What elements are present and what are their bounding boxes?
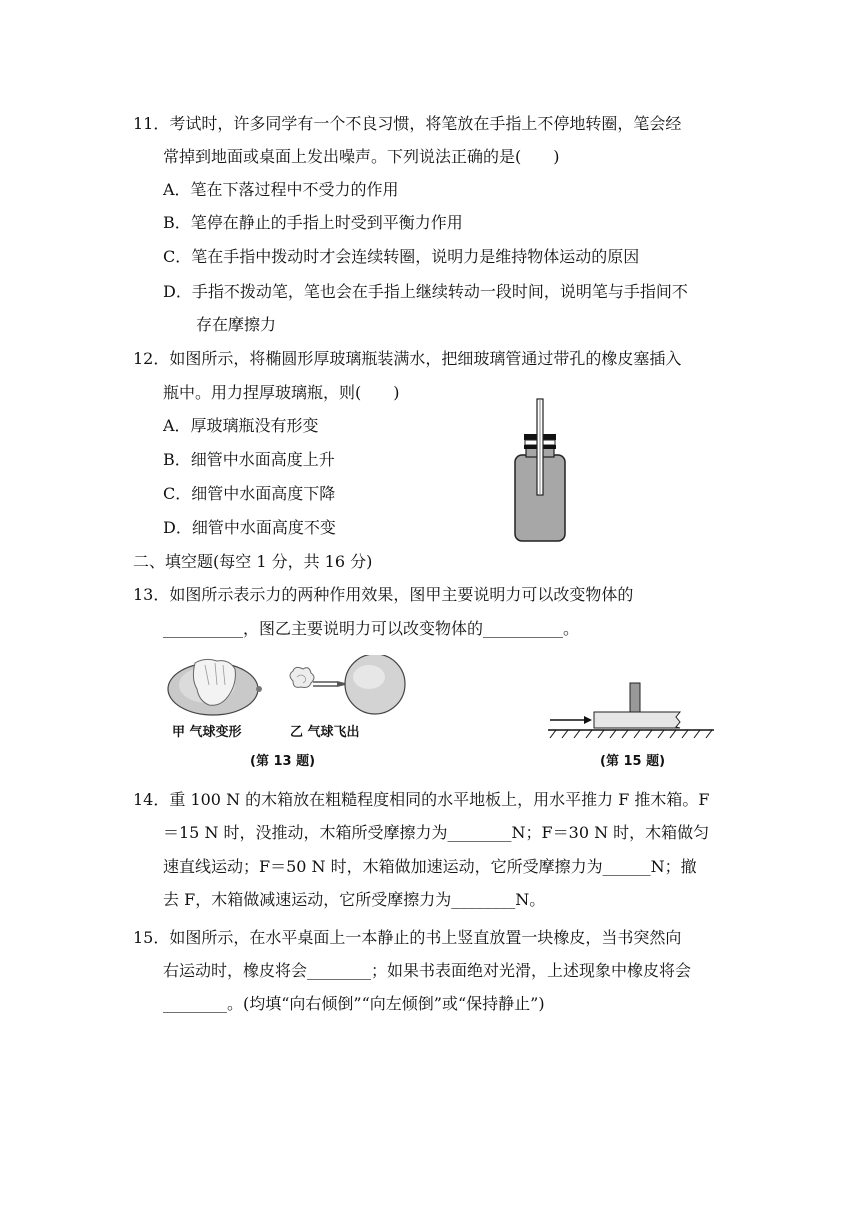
q11-option-d-line1: D．手指不拨动笔，笔也会在手指上继续转动一段时间，说明笔与手指间不 [163, 282, 688, 301]
q14-line2: ＝15 N 时，没推动，木箱所受摩擦力为________N；F＝30 N 时，木箱做匀 [163, 823, 710, 842]
balloon-figure [165, 655, 415, 720]
section-2-heading: 二、填空题(每空 1 分，共 16 分) [133, 552, 373, 571]
q11-option-a: A．笔在下落过程中不受力的作用 [163, 180, 399, 199]
q12-option-c: C．细管中水面高度下降 [163, 484, 336, 503]
q14-line3: 速直线运动；F＝50 N 时，木箱做加速运动，它所受摩擦力为______N；撤 [163, 857, 697, 876]
q14-line4: 去 F，木箱做减速运动，它所受摩擦力为________N。 [163, 890, 546, 909]
q11-option-d-line2: 存在摩擦力 [196, 315, 277, 334]
figure-13-caption: (第 13 题) [250, 754, 316, 769]
figure-15-caption: (第 15 题) [600, 754, 666, 769]
q13-line1: 13．如图所示表示力的两种作用效果，图甲主要说明力可以改变物体的 [133, 585, 634, 604]
q14-line1: 14．重 100 N 的木箱放在粗糙程度相同的水平地板上，用水平推力 F 推木箱。F [133, 790, 710, 809]
balloon-label-jia: 甲 气球变形 [172, 725, 242, 740]
q15-line3: ________。(均填“向右倾倒”“向左倾倒”或“保持静止”) [163, 994, 545, 1013]
q12-line2: 瓶中。用力捏厚玻璃瓶，则( ) [163, 383, 400, 402]
q12-option-b: B．细管中水面高度上升 [163, 450, 335, 469]
q12-option-a: A．厚玻璃瓶没有形变 [163, 416, 319, 435]
q12-option-d: D．细管中水面高度不变 [163, 518, 336, 537]
q11-line2: 常掉到地面或桌面上发出噪声。下列说法正确的是( ) [163, 147, 560, 166]
q11-option-b: B．笔停在静止的手指上时受到平衡力作用 [163, 213, 463, 232]
q12-line1: 12．如图所示，将椭圆形厚玻璃瓶装满水，把细玻璃管通过带孔的橡皮塞插入 [133, 349, 682, 368]
q11-option-c: C．笔在手指中拨动时才会连续转圈，说明力是维持物体运动的原因 [163, 247, 640, 266]
q11-line1: 11．考试时，许多同学有一个不良习惯，将笔放在手指上不停地转圈，笔会经 [133, 114, 682, 133]
balloon-label-yi: 乙 气球飞出 [290, 725, 360, 740]
q15-line1: 15．如图所示，在水平桌面上一本静止的书上竖直放置一块橡皮，当书突然向 [133, 928, 682, 947]
q13-line2: __________，图乙主要说明力可以改变物体的__________。 [163, 619, 580, 638]
book-eraser-figure [548, 680, 718, 740]
q15-line2: 右运动时，橡皮将会________；如果书表面绝对光滑，上述现象中橡皮将会 [163, 961, 692, 980]
glass-bottle-figure [505, 395, 577, 545]
